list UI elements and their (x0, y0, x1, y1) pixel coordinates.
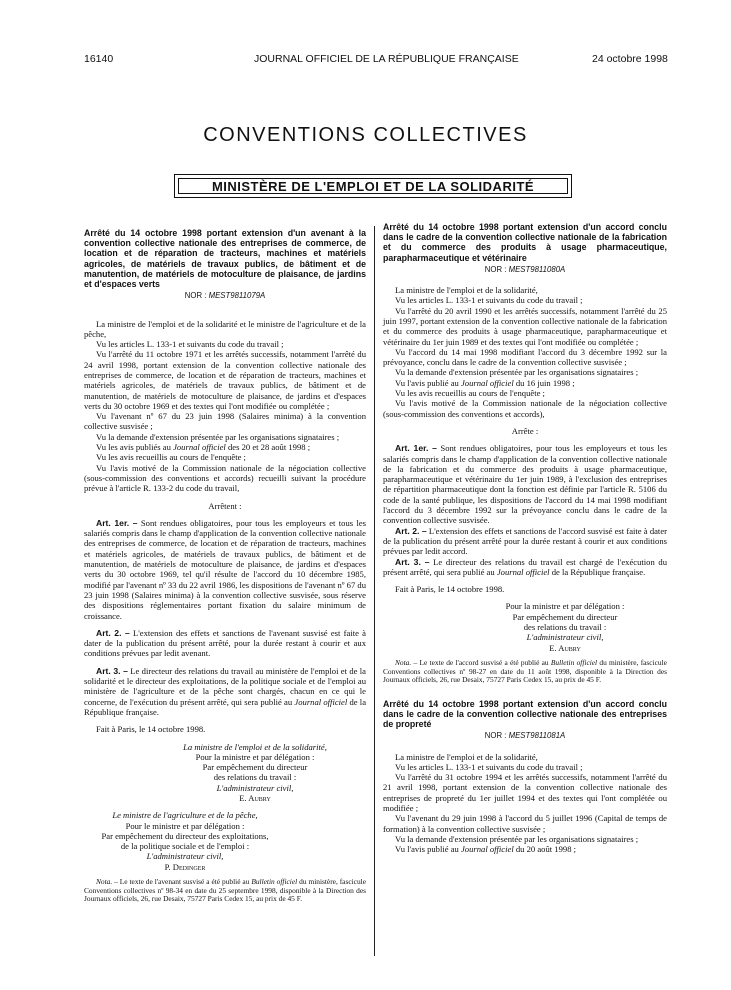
left-column (84, 228, 366, 904)
paragraph: La ministre de l'emploi et de la solidarité, (395, 751, 538, 762)
paragraph: Vu la demande d'extension présentée par les organisations signataires ; (96, 431, 340, 442)
paragraph: Vu l'avenant du 29 juin 1998 à l'accord du 5 juillet 1996 (Capital de temps de formation) à la convention collective susvisée ; (383, 813, 667, 834)
signature-line: Par empêchement du directeur (512, 611, 618, 622)
journal-header: JOURNAL OFFICIEL DE LA RÉPUBLIQUE FRANÇAISE (254, 53, 519, 65)
signature-line: L'administrateur civil, (216, 782, 294, 793)
signature-line: L'administrateur civil, (526, 632, 604, 643)
paragraph: La ministre de l'emploi et de la solidarité et le ministre de l'agriculture et de la pêche, (84, 318, 366, 339)
signatory-title: La ministre de l'emploi et de la solidarité, (183, 741, 327, 752)
page-number: 16140 (84, 53, 114, 65)
right-column (383, 222, 667, 855)
paragraph: Vu l'arrêté du 20 avril 1990 et les arrêtés successifs, notamment l'arrêté du 25 juin 1997, portant extension de la convention collective nationale de la fabrication et du commerce des produits à usage pharmaceutique, parapharmaceutique et vétérinaire du 1er juin 1989 et des textes qui l'ont modifiée ou complétée ; (383, 305, 667, 347)
paragraph: Vu les articles L. 133-1 et suivants du code du travail ; (395, 761, 583, 772)
signature-line: Pour le ministre et par délégation : (125, 820, 245, 831)
paragraph: Vu les articles L. 133-1 et suivants du code du travail ; (96, 339, 284, 350)
ministry-box (174, 174, 572, 198)
signatory-name: P. Dedinger (164, 861, 206, 872)
paragraph: Vu les avis recueillis au cours de l'enquête ; (395, 388, 545, 399)
paragraph: Vu l'avis publié au Journal officiel du 20 août 1998 ; (395, 844, 577, 855)
paragraph: La ministre de l'emploi et de la solidarité, (395, 285, 538, 296)
arrete-heading: Arrête : (511, 425, 539, 436)
paragraph: Vu l'avis motivé de la Commission nationale de la négociation collective (sous-commission des conventions et accords), (383, 398, 667, 419)
nor-reference: NOR : MEST9811080A (484, 264, 566, 274)
paragraph: Vu les articles L. 133-1 et suivants du code du travail ; (395, 295, 583, 306)
paragraph: Vu l'avis motivé de la Commission nationale de la négociation collective (sous-commission des conventions et accords) recueilli suivant la procédure prévue à l'article R. 133-2 du code du travail, (84, 462, 366, 494)
page-title: CONVENTIONS COLLECTIVES (203, 124, 528, 146)
article-3: Art. 3. – Le directeur des relations du travail est chargé de l'exécution du présent arrêté, qui sera publié au Journal officiel de la République française. (383, 556, 667, 577)
arrete-heading: Arrêtent : (208, 500, 242, 511)
paragraph: Vu les avis publiés au Journal officiel des 20 et 28 août 1998 ; (96, 442, 311, 453)
decree-title: Arrêté du 14 octobre 1998 portant extension d'un accord conclu dans le cadre de la convention collective nationale des entreprises de propreté (383, 698, 667, 730)
issue-date: 24 octobre 1998 (592, 53, 668, 65)
nota-note: Nota. – Le texte de l'accord susvisé a été publié au Bulletin officiel du ministère, fascicule Conventions collectives nº 98-27 en date du 11 août 1998, disponible à la Direction des Journaux officiels, 26, rue Desaix, 75727 Paris Cedex 15, au prix de 45 F. (383, 657, 667, 685)
signature-line: Par empêchement du directeur (202, 762, 308, 773)
article-1: Art. 1er. – Sont rendues obligatoires, pour tous les employeurs et tous les salariés compris dans le champ d'application de la convention collective nationale des entreprises de commerce, de location et de réparation de tracteurs, machines et matériels agricoles, de matériels de travaux publics, de bâtiment et de manutention, de matériels de motoculture de plaisance, de jardins et d'espaces verts du 30 octobre 1969, tel qu'il résulte de l'accord du 10 décembre 1985, modifié par l'avenant nº 33 du 22 avril 1986, les dispositions de l'avenant nº 67 du 23 juin 1998 (Salaires minima) à la convention collective susvisée, sous réserve des dispositions réglementaires portant fixation du salaire minimum de croissance. (84, 517, 366, 621)
decree-title: Arrêté du 14 octobre 1998 portant extension d'un accord conclu dans le cadre de la convention collective nationale de la fabrication et du commerce des produits à usage pharmaceutique, parapharmaceutique et vétérinaire (383, 222, 667, 263)
paragraph: Vu l'arrêté du 31 octobre 1994 et les arrêtés successifs, notamment l'arrêté du 21 avril 1998, portant extension de la convention collective nationale des entreprises de propreté du 1er juillet 1994 et des textes qui l'ont complétée ou modifiée ; (383, 772, 667, 814)
signature-place-date: Fait à Paris, le 14 octobre 1998. (395, 584, 505, 595)
paragraph: Vu l'accord du 14 mai 1998 modifiant l'accord du 3 décembre 1992 sur la prévoyance, conclu dans le cadre de la convention collective susvisée ; (383, 346, 667, 368)
column-divider (374, 226, 375, 956)
signatory-name: E. Aubry (239, 792, 271, 803)
decree-title: Arrêté du 14 octobre 1998 portant extension d'un avenant à la convention collective nationale des entreprises de commerce, de location et de réparation de tracteurs, machines et matériels agricoles, de matériels de travaux publics, de bâtiment et de manutention, de matériels de motoculture de plaisance, de jardins et d'espaces verts (84, 228, 366, 290)
nor-reference: NOR : MEST9811079A (184, 291, 266, 301)
paragraph: Vu l'arrêté du 11 octobre 1971 et les arrêtés successifs, notamment l'arrêté du 24 avril 1998, portant extension de la convention collective nationale des entreprises de commerce, de location et de réparation de tracteurs, machines et matériels agricoles, de matériels de travaux publics, de bâtiment et de manutention, de matériels de motoculture de plaisance, de jardins et d'espaces verts du 30 octobre 1969 et des textes qui l'ont modifiée ou complétée ; (84, 349, 366, 411)
article-1: Art. 1er. – Sont rendues obligatoires, pour tous les employeurs et tous les salariés compris dans le champ d'application de la convention collective nationale de la fabrication et du commerce des produits à usage pharmaceutique, parapharmaceutique et vétérinaire du 1er juin 1989, à l'exclusion des entreprises de répartition pharmaceutique dont la fonction est définie par l'article R. 5106 du code de la santé publique, les dispositions de l'accord du 14 mai 1998 modifiant l'accord du 3 décembre 1992 sur la prévoyance conclu dans le cadre de la convention collective susvisée. (383, 443, 668, 526)
paragraph: Vu l'avis publié au Journal officiel du 16 juin 1998 ; (395, 377, 575, 388)
paragraph: Vu la demande d'extension présentée par les organisations signataires ; (395, 833, 639, 844)
signature-line: des relations du travail : (213, 772, 297, 783)
nota-note: Nota. – Le texte de l'avenant susvisé a été publié au Bulletin officiel du ministère, fascicule Conventions collectives nº 98-34 en date du 25 septembre 1998, disponible à la Direction des Journaux officiels, 26, rue Desaix, 75727 Paris Cedex 15, au prix de 45 F. (84, 877, 366, 904)
signature-line: des relations du travail : (523, 622, 607, 633)
signature-line: Pour la ministre et par délégation : (505, 601, 625, 612)
signatory-name: E. Aubry (549, 642, 581, 653)
article-2: Art. 2. – L'extension des effets et sanctions de l'accord susvisé est faite à dater de la publication du présent arrêté pour la durée restant à courir et aux conditions prévues par ledit accord. (383, 525, 667, 557)
article-3: Art. 3. – Le directeur des relations du travail au ministère de l'emploi et de la solidarité et le directeur des exploitations, de la politique sociale et de l'emploi au ministère de l'agriculture et de la pêche sont chargés, chacun en ce qui le concerne, de l'exécution du présent arrêté, qui sera publié au Journal officiel de la République française. (84, 665, 367, 717)
signatory-title: Le ministre de l'agriculture et de la pêche, (112, 810, 258, 821)
signature-line: de la politique sociale et de l'emploi : (120, 841, 250, 852)
paragraph: Vu les avis recueillis au cours de l'enquête ; (96, 452, 246, 463)
paragraph: Vu l'avenant nº 67 du 23 juin 1998 (Salaires minima) à la convention collective susvisée ; (84, 411, 366, 432)
paragraph: Vu la demande d'extension présentée par les organisations signataires ; (395, 367, 639, 378)
nor-reference: NOR : MEST9811081A (484, 731, 566, 741)
signature-line: Pour la ministre et par délégation : (195, 751, 315, 762)
signature-line: L'administrateur civil, (146, 851, 224, 862)
article-2: Art. 2. – L'extension des effets et sanctions de l'avenant susvisé est faite à dater de la publication du présent arrêté, pour la durée restant à courir et aux conditions prévues par ledit avenant. (84, 627, 366, 659)
ministry-heading: MINISTÈRE DE L'EMPLOI ET DE LA SOLIDARITÉ (178, 178, 568, 194)
signature-place-date: Fait à Paris, le 14 octobre 1998. (96, 724, 206, 735)
signature-line: Par empêchement du directeur des exploitations, (101, 830, 269, 841)
